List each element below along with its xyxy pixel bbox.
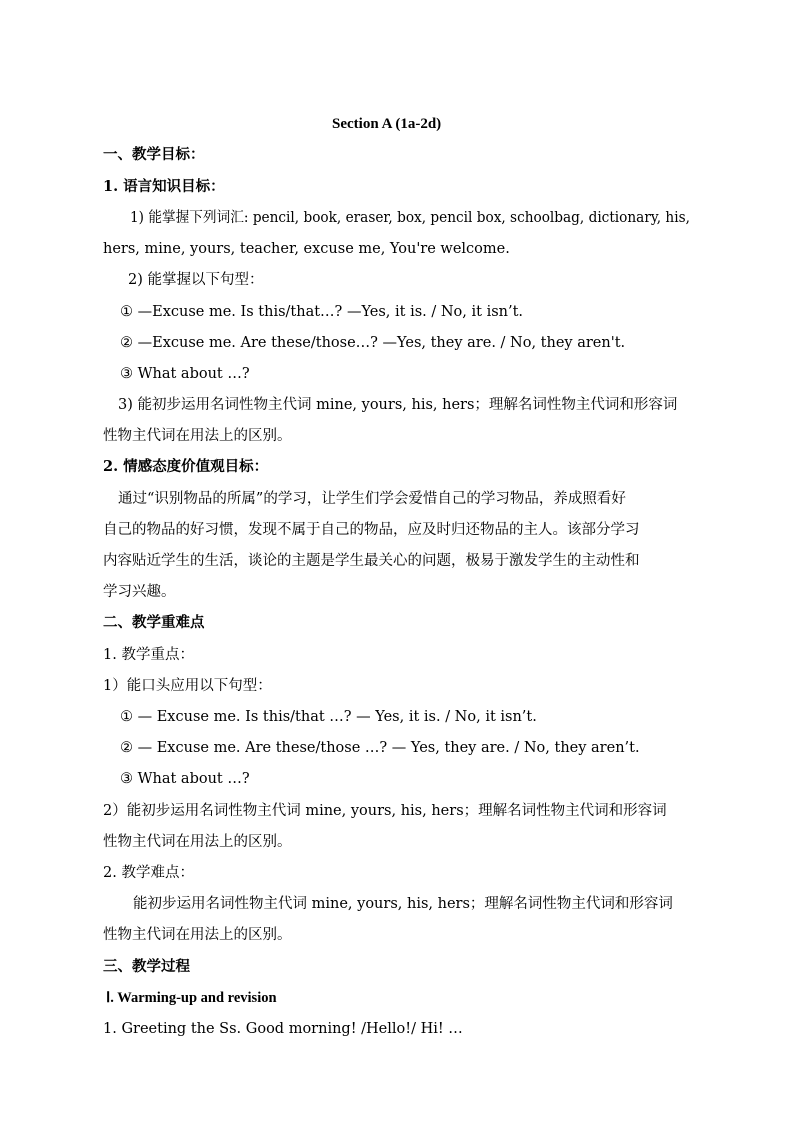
greeting-line: 1. Greeting the Ss. Good morning! /Hello!/ Hi! … (103, 1021, 463, 1037)
subheading-emotional-goals: 2. 情感态度价值观目标： (103, 458, 269, 475)
vocab-line-1: 1) 能掌握下列词汇: pencil, book, eraser, box, pencil box, schoolbag, dictionary, his, (130, 210, 690, 226)
key-pronoun-line-2: 性物主代词在用法上的区别。 (103, 834, 292, 850)
vocab-line-2: hers, mine, yours, teacher, excuse me, You're welcome. (103, 241, 510, 257)
section-heading-objectives: 一、教学目标： (103, 146, 205, 163)
difficult-para-line-1: 能初步运用名词性物主代词 mine, yours, his, hers；理解名词性物主代词和形容词 (133, 896, 673, 912)
pattern-2: ② —Excuse me. Are these/those…? —Yes, they are. / No, they aren't. (120, 335, 626, 351)
emotional-para-line-1: 通过“识别物品的所属”的学习，让学生们学会爱惜自己的学习物品，养成照看好 (118, 491, 626, 507)
section-heading-process: 三、教学过程 (103, 958, 190, 975)
sentence-patterns-label: 2) 能掌握以下句型： (128, 272, 264, 288)
pronoun-goal-line-2: 性物主代词在用法上的区别。 (103, 428, 292, 444)
key-pattern-1: ① — Excuse me. Is this/that …? — Yes, it is. / No, it isn’t. (120, 709, 537, 725)
subheading-difficult-points: 2. 教学难点： (103, 865, 194, 881)
emotional-para-line-4: 学习兴趣。 (103, 584, 176, 600)
pronoun-goal-line-1: 3) 能初步运用名词性物主代词 mine, yours, his, hers；理解名词性物主代词和形容词 (118, 397, 678, 413)
subheading-language-knowledge: 1. 语言知识目标： (103, 178, 225, 195)
section-heading-key-points: 二、教学重难点 (103, 614, 205, 631)
emotional-para-line-3: 内容贴近学生的生活，谈论的主题是学生最关心的问题，极易于激发学生的主动性和 (103, 553, 640, 569)
document-title: Section A (1a-2d) (332, 116, 442, 132)
pattern-3: ③ What about …? (120, 366, 250, 382)
oral-patterns-label: 1）能口头应用以下句型： (103, 678, 272, 694)
key-pattern-2: ② — Excuse me. Are these/those …? — Yes, they are. / No, they aren’t. (120, 740, 640, 756)
emotional-para-line-2: 自己的物品的好习惯，发现不属于自己的物品，应及时归还物品的主人。该部分学习 (103, 522, 640, 538)
pattern-1: ① —Excuse me. Is this/that…? —Yes, it is. / No, it isn’t. (120, 304, 524, 320)
subheading-key-points: 1. 教学重点： (103, 647, 194, 663)
key-pronoun-line-1: 2）能初步运用名词性物主代词 mine, yours, his, hers；理解名词性物主代词和形容词 (103, 803, 667, 819)
key-pattern-3: ③ What about …? (120, 771, 250, 787)
difficult-para-line-2: 性物主代词在用法上的区别。 (103, 927, 292, 943)
subheading-warming-up: Ⅰ. Warming-up and revision (106, 990, 277, 1006)
